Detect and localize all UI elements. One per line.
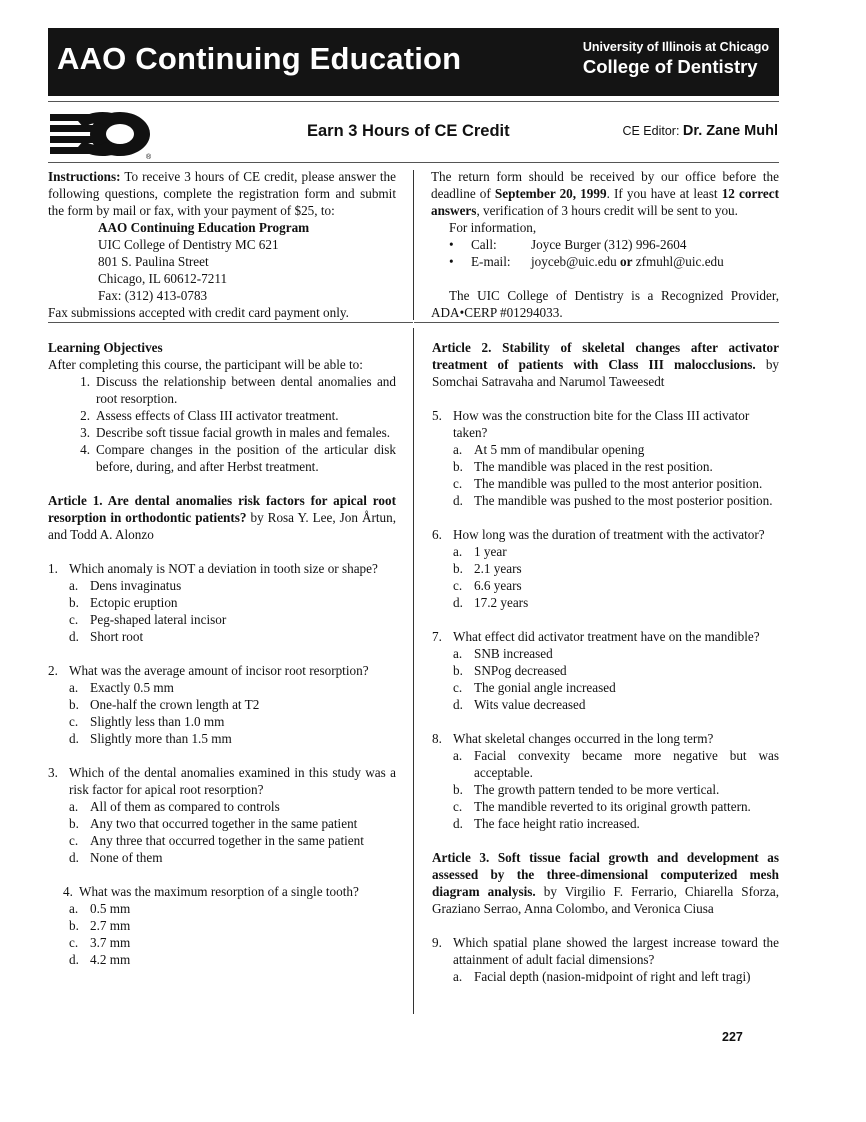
contact-call xyxy=(431,236,779,253)
return-text: The return form should be received by our office before the deadline of September 20, 1999. If you have at least 12 correct answers, verification of 3 hours credit will be sent to you. xyxy=(431,169,780,218)
question-7: 7. What effect did activator treatment have on the mandible? a. SNB increased b. SNPog decreased c. The gonial angle increased d. Wits value decreased xyxy=(432,628,779,713)
university-name: University of Illinois at Chicago xyxy=(582,40,769,54)
bullet-icon: • xyxy=(449,237,454,252)
answer-option[interactable]: a. Exactly 0.5 mm xyxy=(69,680,174,695)
left-column xyxy=(48,339,396,968)
objectives-list xyxy=(48,373,396,475)
answer-option[interactable]: b. Ectopic eruption xyxy=(69,595,178,610)
answer-option[interactable]: d. The face height ratio increased. xyxy=(453,816,640,831)
answer-option[interactable]: d. Slightly more than 1.5 mm xyxy=(69,731,232,746)
answer-option[interactable]: b. One-half the crown length at T2 xyxy=(69,697,260,712)
correct-count: 12 correct answers xyxy=(431,186,780,218)
answer-option[interactable]: b. Any two that occurred together in the same patient xyxy=(69,816,358,831)
provider-text: The UIC College of Dentistry is a Recognized Provider, ADA•CERP #01294033. xyxy=(431,288,779,320)
answer-option[interactable]: a. At 5 mm of mandibular opening xyxy=(453,442,645,457)
list-item: 4. Compare changes in the position of the articular disk before, during, and after Herbst treatment. xyxy=(80,442,396,474)
answer-option[interactable]: a. Facial depth (nasion-midpoint of right and left tragi) xyxy=(453,969,751,984)
list-item: 1. Discuss the relationship between dental anomalies and root resorption. xyxy=(80,374,396,406)
column-divider-main xyxy=(413,328,414,1014)
return-block xyxy=(431,168,779,321)
answer-option[interactable]: a. SNB increased xyxy=(453,646,553,661)
answer-option[interactable]: b. 2.7 mm xyxy=(69,918,131,933)
banner-title: AAO Continuing Education xyxy=(57,41,462,76)
article3-heading: Article 3. Soft tissue facial growth and development as assessed by the three-dimensional computerized mesh diagram analysis. by Virgilio F. Ferrario, Chiarella Sforza, Graziano Serrao, Anna Colombo, and Veronica Ciusa xyxy=(432,850,779,916)
registered-mark: ® xyxy=(146,154,152,160)
question-9: 9. Which spatial plane showed the largest increase toward the attainment of adult facial dimensions? a. Facial depth (nasion-midpoint of right and left tragi) xyxy=(432,935,779,984)
call-value: Joyce Burger (312) 996-2604 xyxy=(531,237,687,252)
header-banner xyxy=(48,28,779,96)
section-rule-right xyxy=(414,322,779,323)
list-item: 3. Describe soft tissue facial growth in males and females. xyxy=(80,425,391,440)
instructions-label: Instructions: xyxy=(48,169,121,184)
answer-option[interactable]: c. The gonial angle increased xyxy=(453,680,616,695)
answer-option[interactable]: d. The mandible was pushed to the most posterior position. xyxy=(453,493,773,508)
info-label: For information, xyxy=(449,220,537,235)
answer-option[interactable]: b. The mandible was placed in the rest position. xyxy=(453,459,713,474)
answer-option[interactable]: c. 3.7 mm xyxy=(69,935,131,950)
answer-option[interactable]: c. Peg-shaped lateral incisor xyxy=(69,612,227,627)
answer-option[interactable]: d. Wits value decreased xyxy=(453,697,586,712)
answer-option[interactable]: d. 4.2 mm xyxy=(69,952,131,967)
column-divider-top xyxy=(413,170,414,320)
editor-label: CE Editor: xyxy=(622,124,680,138)
answer-option[interactable]: c. Slightly less than 1.0 mm xyxy=(69,714,225,729)
editor-name: Dr. Zane Muhl xyxy=(682,123,778,139)
call-label: Call: xyxy=(471,237,497,252)
answer-option[interactable]: c. Any three that occurred together in the same patient xyxy=(69,833,364,848)
ceo-logo xyxy=(48,108,154,160)
article1-heading: Article 1. Are dental anomalies risk factors for apical root resorption in orthodontic patients? by Rosa Y. Lee, Jon Årtun, and Todd A. Alonzo xyxy=(48,493,397,542)
answer-option[interactable]: b. SNPog decreased xyxy=(453,663,567,678)
college-name: College of Dentistry xyxy=(582,56,758,77)
address-line: 801 S. Paulina Street xyxy=(98,254,209,269)
instructions-body: To receive 3 hours of CE credit, please answer the following questions, complete the registration form and submit the form by mail or fax, with your payment of $25, to: xyxy=(48,169,397,218)
earn-credit-heading: Earn 3 Hours of CE Credit xyxy=(307,122,510,140)
question-5: 5. How was the construction bite for the Class III activator taken? a. At 5 mm of mandibular opening b. The mandible was placed in the rest position. c. The mandible was pulled to the most anterior position. d. The mandible was pushed to the most posterior position. xyxy=(432,407,779,509)
question-1: 1. Which anomaly is NOT a deviation in tooth size or shape? a. Dens invaginatus b. Ectopic eruption c. Peg-shaped lateral incisor d. Short root xyxy=(48,560,396,645)
right-column xyxy=(432,339,779,985)
email-link[interactable]: joyceb@uic.edu xyxy=(531,254,617,269)
question-8: 8. What skeletal changes occurred in the long term? a. Facial convexity became more negative but was acceptable. b. The growth pattern tended to be more vertical. c. The mandible reverted to its original growth pattern. d. The face height ratio increased. xyxy=(432,731,779,831)
question-4: 4. What was the maximum resorption of a single tooth? a. 0.5 mm b. 2.7 mm c. 3.7 mm d. 4.2 mm xyxy=(48,883,396,968)
answer-option[interactable]: c. The mandible was pulled to the most anterior position. xyxy=(453,476,763,491)
mailing-address xyxy=(48,219,396,304)
objectives-title: Learning Objectives xyxy=(48,340,163,355)
question-6: 6. How long was the duration of treatment with the activator? a. 1 year b. 2.1 years c. 6.6 years d. 17.2 years xyxy=(432,526,779,611)
answer-option[interactable]: d. 17.2 years xyxy=(453,595,529,610)
address-line: AAO Continuing Education Program xyxy=(98,220,310,235)
section-rule-left xyxy=(48,322,413,323)
email-link[interactable]: zfmuhl@uic.edu xyxy=(635,254,724,269)
fax-note: Fax submissions accepted with credit card payment only. xyxy=(48,305,349,320)
subheader-rule xyxy=(48,162,779,163)
deadline: September 20, 1999 xyxy=(494,186,607,201)
objectives-intro: After completing this course, the participant will be able to: xyxy=(48,357,363,372)
email-values: joyceb@uic.edu or zfmuhl@uic.edu xyxy=(531,254,724,269)
answer-option[interactable]: a. 1 year xyxy=(453,544,507,559)
instructions-block xyxy=(48,168,396,321)
answer-option[interactable]: b. 2.1 years xyxy=(453,561,522,576)
contact-email xyxy=(431,253,779,270)
page-number: 227 xyxy=(722,1030,743,1044)
answer-option[interactable]: d. Short root xyxy=(69,629,144,644)
answer-option[interactable]: c. The mandible reverted to its original growth pattern. xyxy=(453,799,751,814)
answer-option[interactable]: a. All of them as compared to controls xyxy=(69,799,280,814)
answer-option[interactable]: c. 6.6 years xyxy=(453,578,522,593)
answer-option[interactable]: d. None of them xyxy=(69,850,163,865)
bullet-icon: • xyxy=(449,254,454,269)
address-line: Fax: (312) 413-0783 xyxy=(98,288,208,303)
address-line: UIC College of Dentistry MC 621 xyxy=(98,237,279,252)
email-label: E-mail: xyxy=(471,254,511,269)
article2-heading: Article 2. Stability of skeletal changes after activator treatment of patients with Class III malocclusions. by Somchai Satravaha and Narumol Taweesedt xyxy=(432,340,780,389)
answer-option[interactable]: a. Dens invaginatus xyxy=(69,578,182,593)
address-line: Chicago, IL 60612-7211 xyxy=(98,271,228,286)
list-item: 2. Assess effects of Class III activator treatment. xyxy=(80,408,339,423)
question-2: 2. What was the average amount of incisor root resorption? a. Exactly 0.5 mm b. One-half the crown length at T2 c. Slightly less than 1.0 mm d. Slightly more than 1.5 mm xyxy=(48,662,396,747)
banner-institution xyxy=(583,40,769,78)
question-3: 3. Which of the dental anomalies examined in this study was a risk factor for apical root resorption? a. All of them as compared to controls b. Any two that occurred together in the same patient c. Any three that occurred together in the same patient d. None of them xyxy=(48,765,396,865)
instructions-text xyxy=(48,168,396,219)
ce-editor xyxy=(622,123,778,139)
answer-option[interactable]: b. The growth pattern tended to be more vertical. xyxy=(453,782,720,797)
answer-option[interactable]: a. Facial convexity became more negative but was acceptable. xyxy=(453,748,779,780)
ceo-logo-mark xyxy=(50,112,150,156)
header-rule xyxy=(48,101,779,102)
answer-option[interactable]: a. 0.5 mm xyxy=(69,901,131,916)
